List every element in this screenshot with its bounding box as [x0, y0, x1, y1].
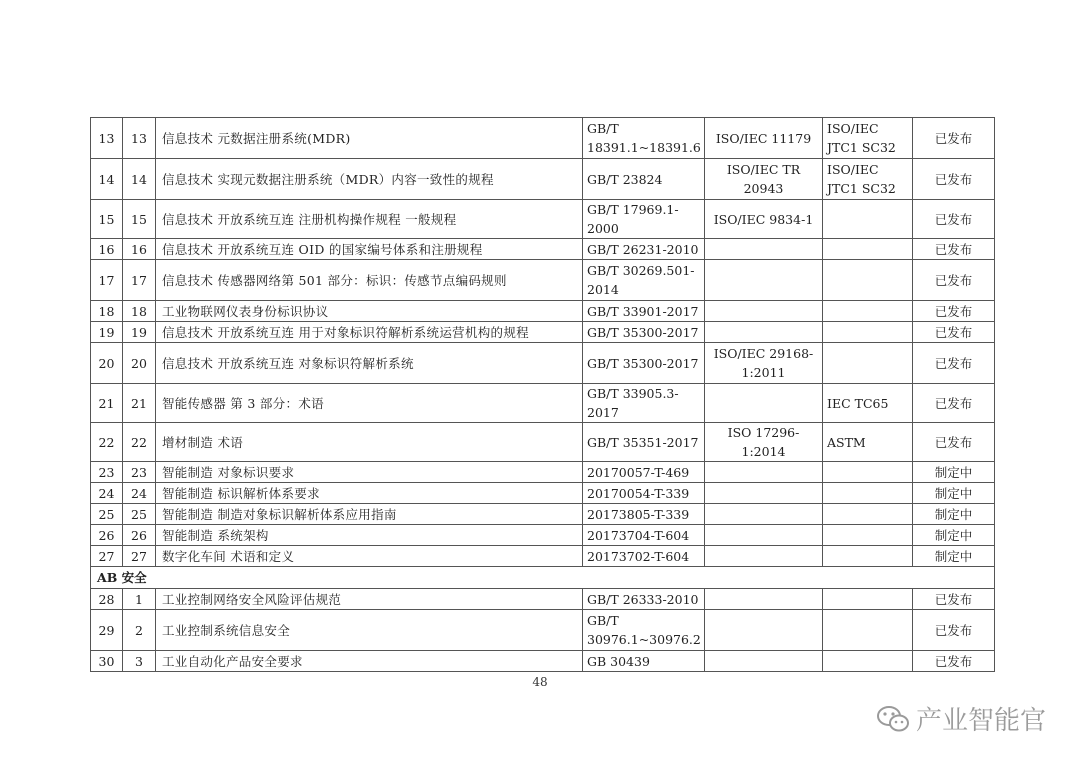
intl-standard-cell	[705, 651, 823, 672]
table-row	[91, 462, 995, 483]
standard-number-cell: GB/T 33901-2017	[583, 301, 705, 322]
standard-number-cell: GB/T 17969.1-2000	[583, 200, 705, 239]
standard-name-cell: 信息技术 开放系统互连 OID 的国家编号体系和注册规程	[156, 239, 583, 260]
intl-org-cell	[823, 610, 913, 651]
standard-name-cell: 智能传感器 第 3 部分：术语	[156, 384, 583, 423]
seq-cell: 30	[91, 651, 123, 672]
intl-standard-cell	[705, 610, 823, 651]
table-row	[91, 525, 995, 546]
table-row	[91, 423, 995, 462]
status-cell: 制定中	[913, 504, 995, 525]
status-cell: 已发布	[913, 384, 995, 423]
table-row	[91, 546, 995, 567]
seq-cell: 14	[91, 159, 123, 200]
sub-seq-cell: 21	[123, 384, 156, 423]
intl-org-cell: ISO/IEC JTC1 SC32	[823, 159, 913, 200]
standard-number-cell: GB/T 23824	[583, 159, 705, 200]
standard-name-cell: 工业自动化产品安全要求	[156, 651, 583, 672]
status-cell: 已发布	[913, 239, 995, 260]
standard-number-cell: 20173704-T-604	[583, 525, 705, 546]
intl-standard-cell	[705, 483, 823, 504]
intl-standard-cell: ISO/IEC 9834-1	[705, 200, 823, 239]
standard-name-cell: 信息技术 开放系统互连 注册机构操作规程 一般规程	[156, 200, 583, 239]
table-row	[91, 118, 995, 159]
standard-number-cell: 20170054-T-339	[583, 483, 705, 504]
intl-org-cell	[823, 651, 913, 672]
sub-seq-cell: 3	[123, 651, 156, 672]
standard-name-cell: 工业控制网络安全风险评估规范	[156, 589, 583, 610]
intl-standard-cell	[705, 462, 823, 483]
watermark-text: 产业智能官	[915, 706, 1046, 736]
standard-number-cell: GB/T 35300-2017	[583, 322, 705, 343]
standard-number-cell: GB 30439	[583, 651, 705, 672]
intl-standard-cell	[705, 525, 823, 546]
table-row	[91, 159, 995, 200]
intl-org-cell	[823, 504, 913, 525]
intl-standard-cell	[705, 504, 823, 525]
seq-cell: 25	[91, 504, 123, 525]
intl-org-cell	[823, 301, 913, 322]
intl-standard-cell	[705, 301, 823, 322]
table-row	[91, 301, 995, 322]
standard-number-cell: GB/T 35351-2017	[583, 423, 705, 462]
standard-name-cell: 智能制造 标识解析体系要求	[156, 483, 583, 504]
standard-name-cell: 信息技术 传感器网络第 501 部分：标识：传感节点编码规则	[156, 260, 583, 301]
status-cell: 已发布	[913, 200, 995, 239]
standard-number-cell: 20170057-T-469	[583, 462, 705, 483]
table-row	[91, 589, 995, 610]
seq-cell: 19	[91, 322, 123, 343]
intl-org-cell	[823, 546, 913, 567]
standard-number-cell: 20173702-T-604	[583, 546, 705, 567]
seq-cell: 18	[91, 301, 123, 322]
table-row	[91, 200, 995, 239]
standard-name-cell: 信息技术 开放系统互连 对象标识符解析系统	[156, 343, 583, 384]
standard-number-cell: GB/T 26231-2010	[583, 239, 705, 260]
status-cell: 制定中	[913, 462, 995, 483]
standards-table	[90, 117, 995, 672]
intl-standard-cell	[705, 322, 823, 343]
seq-cell: 26	[91, 525, 123, 546]
sub-seq-cell: 23	[123, 462, 156, 483]
section-title: AB 安全	[91, 567, 995, 589]
sub-seq-cell: 17	[123, 260, 156, 301]
intl-standard-cell	[705, 239, 823, 260]
seq-cell: 24	[91, 483, 123, 504]
sub-seq-cell: 14	[123, 159, 156, 200]
seq-cell: 21	[91, 384, 123, 423]
status-cell: 已发布	[913, 159, 995, 200]
standard-number-cell: GB/T 26333-2010	[583, 589, 705, 610]
intl-standard-cell: ISO/IEC TR 20943	[705, 159, 823, 200]
intl-org-cell	[823, 260, 913, 301]
intl-org-cell	[823, 589, 913, 610]
standard-name-cell: 工业物联网仪表身份标识协议	[156, 301, 583, 322]
table-row	[91, 610, 995, 651]
seq-cell: 22	[91, 423, 123, 462]
seq-cell: 16	[91, 239, 123, 260]
table-row	[91, 483, 995, 504]
intl-standard-cell	[705, 546, 823, 567]
intl-org-cell	[823, 322, 913, 343]
status-cell: 已发布	[913, 260, 995, 301]
seq-cell: 17	[91, 260, 123, 301]
status-cell: 已发布	[913, 301, 995, 322]
watermark	[876, 700, 1046, 737]
sub-seq-cell: 26	[123, 525, 156, 546]
standard-number-cell: GB/T 33905.3-2017	[583, 384, 705, 423]
status-cell: 制定中	[913, 525, 995, 546]
seq-cell: 15	[91, 200, 123, 239]
standard-name-cell: 信息技术 元数据注册系统(MDR)	[156, 118, 583, 159]
intl-standard-cell	[705, 384, 823, 423]
table-row	[91, 504, 995, 525]
section-header-row	[91, 567, 995, 589]
standard-number-cell: GB/T 35300-2017	[583, 343, 705, 384]
standard-name-cell: 信息技术 开放系统互连 用于对象标识符解析系统运营机构的规程	[156, 322, 583, 343]
sub-seq-cell: 24	[123, 483, 156, 504]
intl-standard-cell: ISO/IEC 29168-1:2011	[705, 343, 823, 384]
table-row	[91, 384, 995, 423]
wechat-icon	[876, 704, 910, 734]
standard-number-cell: GB/T 30269.501-2014	[583, 260, 705, 301]
sub-seq-cell: 27	[123, 546, 156, 567]
seq-cell: 23	[91, 462, 123, 483]
table-row	[91, 239, 995, 260]
standard-number-cell: 20173805-T-339	[583, 504, 705, 525]
sub-seq-cell: 16	[123, 239, 156, 260]
page-number: 48	[532, 675, 548, 689]
status-cell: 已发布	[913, 423, 995, 462]
intl-org-cell: ASTM	[823, 423, 913, 462]
standard-name-cell: 信息技术 实现元数据注册系统（MDR）内容一致性的规程	[156, 159, 583, 200]
status-cell: 已发布	[913, 343, 995, 384]
sub-seq-cell: 1	[123, 589, 156, 610]
status-cell: 已发布	[913, 322, 995, 343]
intl-standard-cell: ISO/IEC 11179	[705, 118, 823, 159]
sub-seq-cell: 2	[123, 610, 156, 651]
status-cell: 制定中	[913, 483, 995, 504]
intl-standard-cell: ISO 17296-1:2014	[705, 423, 823, 462]
intl-org-cell: ISO/IEC JTC1 SC32	[823, 118, 913, 159]
intl-org-cell: IEC TC65	[823, 384, 913, 423]
status-cell: 制定中	[913, 546, 995, 567]
sub-seq-cell: 18	[123, 301, 156, 322]
table-row	[91, 651, 995, 672]
intl-org-cell	[823, 343, 913, 384]
seq-cell: 28	[91, 589, 123, 610]
status-cell: 已发布	[913, 589, 995, 610]
seq-cell: 29	[91, 610, 123, 651]
seq-cell: 20	[91, 343, 123, 384]
seq-cell: 13	[91, 118, 123, 159]
standard-name-cell: 工业控制系统信息安全	[156, 610, 583, 651]
sub-seq-cell: 25	[123, 504, 156, 525]
standard-number-cell: GB/T 18391.1~18391.6	[583, 118, 705, 159]
intl-org-cell	[823, 200, 913, 239]
sub-seq-cell: 19	[123, 322, 156, 343]
standard-name-cell: 数字化车间 术语和定义	[156, 546, 583, 567]
table-row	[91, 322, 995, 343]
sub-seq-cell: 13	[123, 118, 156, 159]
seq-cell: 27	[91, 546, 123, 567]
sub-seq-cell: 15	[123, 200, 156, 239]
standard-name-cell: 增材制造 术语	[156, 423, 583, 462]
status-cell: 已发布	[913, 118, 995, 159]
intl-org-cell	[823, 462, 913, 483]
sub-seq-cell: 20	[123, 343, 156, 384]
standard-number-cell: GB/T 30976.1~30976.2	[583, 610, 705, 651]
status-cell: 已发布	[913, 651, 995, 672]
intl-standard-cell	[705, 589, 823, 610]
intl-org-cell	[823, 239, 913, 260]
status-cell: 已发布	[913, 610, 995, 651]
table-row	[91, 343, 995, 384]
sub-seq-cell: 22	[123, 423, 156, 462]
intl-org-cell	[823, 483, 913, 504]
standard-name-cell: 智能制造 制造对象标识解析体系应用指南	[156, 504, 583, 525]
standard-name-cell: 智能制造 系统架构	[156, 525, 583, 546]
table-row	[91, 260, 995, 301]
intl-standard-cell	[705, 260, 823, 301]
intl-org-cell	[823, 525, 913, 546]
standard-name-cell: 智能制造 对象标识要求	[156, 462, 583, 483]
